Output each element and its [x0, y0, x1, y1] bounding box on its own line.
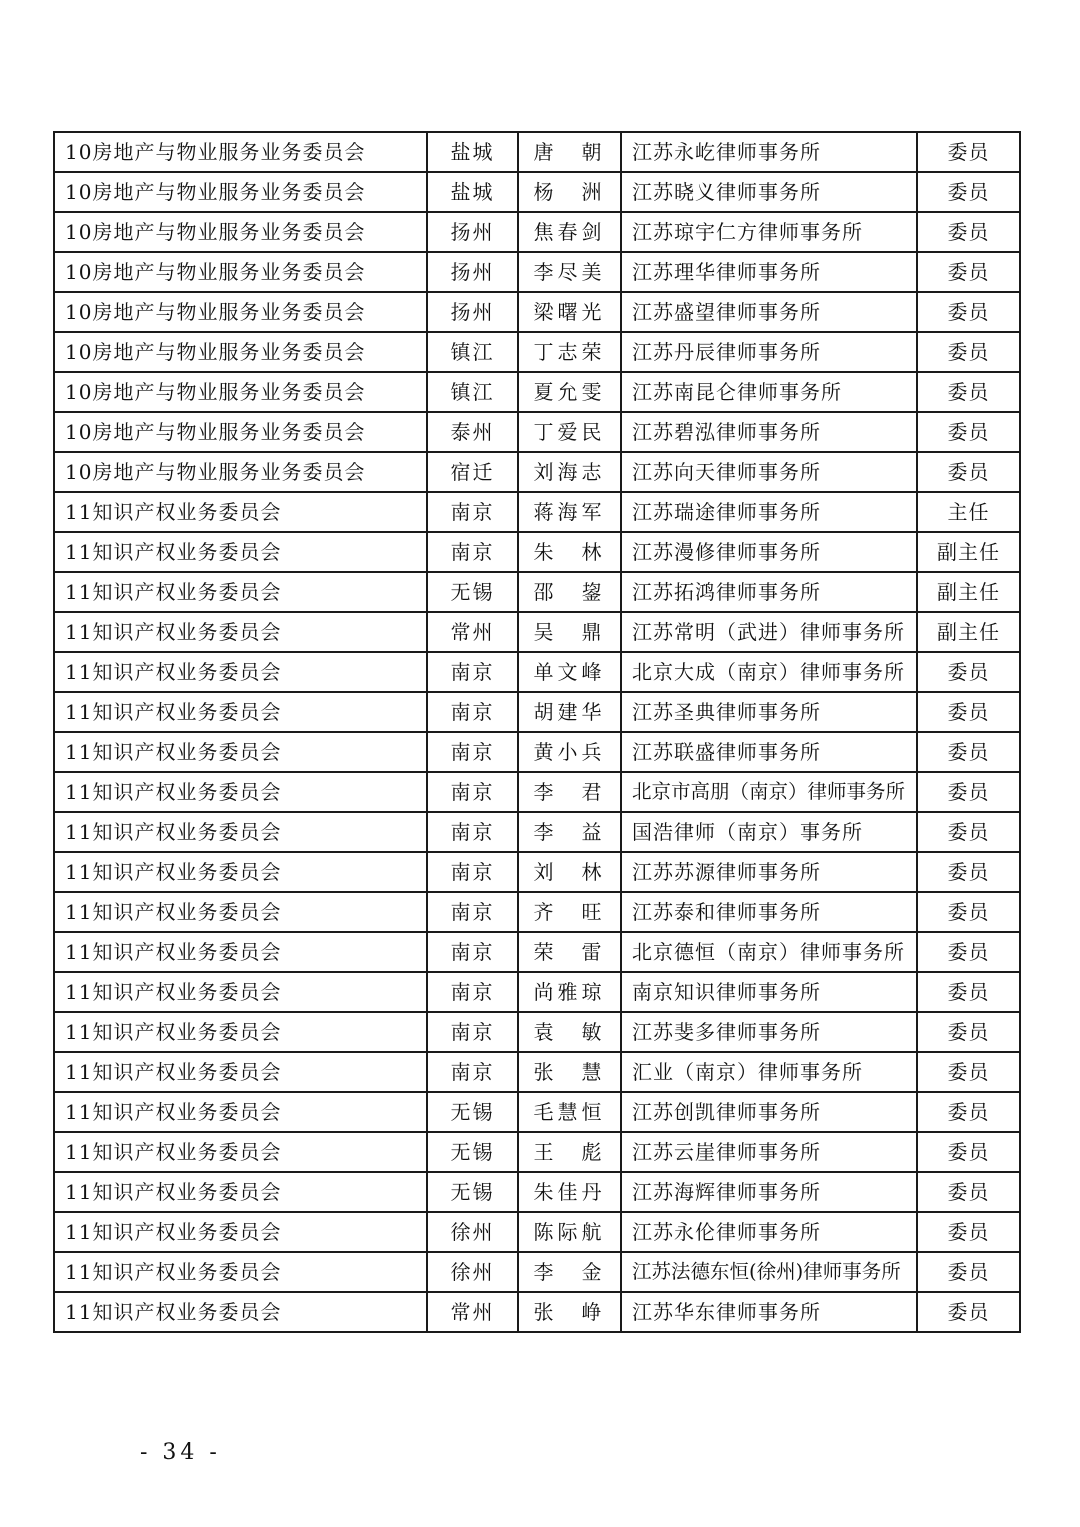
- city-cell: 盐城: [427, 132, 518, 172]
- city-cell: 徐州: [427, 1212, 518, 1252]
- committee-cell: 11知识产权业务委员会: [54, 572, 427, 612]
- committee-cell: 11知识产权业务委员会: [54, 532, 427, 572]
- city-cell: 扬州: [427, 292, 518, 332]
- role-cell: 委员: [917, 1292, 1020, 1332]
- firm-cell: 江苏瑞途律师事务所: [621, 492, 917, 532]
- name-cell: 蒋海军: [518, 492, 621, 532]
- name-cell: 朱 林: [518, 532, 621, 572]
- firm-cell: 江苏碧泓律师事务所: [621, 412, 917, 452]
- page-number: - 34 -: [140, 1440, 221, 1465]
- committee-cell: 11知识产权业务委员会: [54, 1092, 427, 1132]
- committee-cell: 11知识产权业务委员会: [54, 772, 427, 812]
- firm-cell: 江苏拓鸿律师事务所: [621, 572, 917, 612]
- committee-cell: 10房地产与物业服务业务委员会: [54, 452, 427, 492]
- city-cell: 扬州: [427, 212, 518, 252]
- name-cell: 丁志荣: [518, 332, 621, 372]
- role-cell: 委员: [917, 812, 1020, 852]
- table-row: [54, 1092, 1020, 1132]
- city-cell: 南京: [427, 932, 518, 972]
- table-row: [54, 692, 1020, 732]
- role-cell: 委员: [917, 852, 1020, 892]
- table-row: [54, 1292, 1020, 1332]
- table-row: [54, 1212, 1020, 1252]
- table-row: [54, 1012, 1020, 1052]
- role-cell: 委员: [917, 892, 1020, 932]
- name-cell: 李 益: [518, 812, 621, 852]
- committee-cell: 11知识产权业务委员会: [54, 1052, 427, 1092]
- firm-cell: 江苏永屹律师事务所: [621, 132, 917, 172]
- member-roster-table: [53, 131, 1021, 1333]
- city-cell: 南京: [427, 652, 518, 692]
- city-cell: 扬州: [427, 252, 518, 292]
- firm-cell: 江苏联盛律师事务所: [621, 732, 917, 772]
- firm-cell: 江苏法德东恒(徐州)律师事务所: [621, 1252, 917, 1292]
- firm-cell: 江苏华东律师事务所: [621, 1292, 917, 1332]
- city-cell: 无锡: [427, 572, 518, 612]
- committee-cell: 11知识产权业务委员会: [54, 1252, 427, 1292]
- committee-cell: 10房地产与物业服务业务委员会: [54, 172, 427, 212]
- firm-cell: 江苏琼宇仁方律师事务所: [621, 212, 917, 252]
- committee-cell: 11知识产权业务委员会: [54, 1172, 427, 1212]
- firm-cell: 江苏理华律师事务所: [621, 252, 917, 292]
- firm-cell: 江苏晓义律师事务所: [621, 172, 917, 212]
- committee-cell: 11知识产权业务委员会: [54, 972, 427, 1012]
- firm-cell: 北京大成（南京）律师事务所: [621, 652, 917, 692]
- name-cell: 张 峥: [518, 1292, 621, 1332]
- name-cell: 张 慧: [518, 1052, 621, 1092]
- city-cell: 无锡: [427, 1092, 518, 1132]
- name-cell: 梁曙光: [518, 292, 621, 332]
- name-cell: 吴 鼎: [518, 612, 621, 652]
- firm-cell: 江苏云崖律师事务所: [621, 1132, 917, 1172]
- firm-cell: 江苏漫修律师事务所: [621, 532, 917, 572]
- firm-cell: 北京德恒（南京）律师事务所: [621, 932, 917, 972]
- name-cell: 唐 朝: [518, 132, 621, 172]
- table-row: [54, 492, 1020, 532]
- role-cell: 委员: [917, 732, 1020, 772]
- city-cell: 南京: [427, 972, 518, 1012]
- city-cell: 南京: [427, 852, 518, 892]
- name-cell: 王 彪: [518, 1132, 621, 1172]
- name-cell: 刘 林: [518, 852, 621, 892]
- name-cell: 胡建华: [518, 692, 621, 732]
- role-cell: 委员: [917, 1252, 1020, 1292]
- table-row: [54, 612, 1020, 652]
- committee-cell: 11知识产权业务委员会: [54, 932, 427, 972]
- table-row: [54, 1132, 1020, 1172]
- table-row: [54, 532, 1020, 572]
- city-cell: 徐州: [427, 1252, 518, 1292]
- table-row: [54, 812, 1020, 852]
- table-row: [54, 892, 1020, 932]
- name-cell: 杨 洲: [518, 172, 621, 212]
- city-cell: 镇江: [427, 372, 518, 412]
- role-cell: 主任: [917, 492, 1020, 532]
- firm-cell: 汇业（南京）律师事务所: [621, 1052, 917, 1092]
- name-cell: 邵 鋆: [518, 572, 621, 612]
- role-cell: 委员: [917, 1052, 1020, 1092]
- committee-cell: 10房地产与物业服务业务委员会: [54, 252, 427, 292]
- firm-cell: 江苏丹辰律师事务所: [621, 332, 917, 372]
- role-cell: 委员: [917, 332, 1020, 372]
- firm-cell: 江苏圣典律师事务所: [621, 692, 917, 732]
- role-cell: 委员: [917, 132, 1020, 172]
- firm-cell: 江苏常明（武进）律师事务所: [621, 612, 917, 652]
- name-cell: 朱佳丹: [518, 1172, 621, 1212]
- committee-cell: 11知识产权业务委员会: [54, 692, 427, 732]
- firm-cell: 江苏永伦律师事务所: [621, 1212, 917, 1252]
- role-cell: 委员: [917, 652, 1020, 692]
- role-cell: 委员: [917, 1012, 1020, 1052]
- firm-cell: 江苏海辉律师事务所: [621, 1172, 917, 1212]
- committee-cell: 10房地产与物业服务业务委员会: [54, 412, 427, 452]
- name-cell: 刘海志: [518, 452, 621, 492]
- name-cell: 焦春剑: [518, 212, 621, 252]
- role-cell: 委员: [917, 292, 1020, 332]
- firm-cell: 国浩律师（南京）事务所: [621, 812, 917, 852]
- name-cell: 尚雅琼: [518, 972, 621, 1012]
- name-cell: 毛慧恒: [518, 1092, 621, 1132]
- role-cell: 委员: [917, 692, 1020, 732]
- firm-cell: 江苏泰和律师事务所: [621, 892, 917, 932]
- committee-cell: 10房地产与物业服务业务委员会: [54, 372, 427, 412]
- city-cell: 南京: [427, 772, 518, 812]
- role-cell: 委员: [917, 452, 1020, 492]
- city-cell: 南京: [427, 1052, 518, 1092]
- firm-cell: 江苏盛望律师事务所: [621, 292, 917, 332]
- table-row: [54, 132, 1020, 172]
- name-cell: 李尽美: [518, 252, 621, 292]
- name-cell: 荣 雷: [518, 932, 621, 972]
- city-cell: 宿迁: [427, 452, 518, 492]
- name-cell: 李 君: [518, 772, 621, 812]
- table-row: [54, 852, 1020, 892]
- role-cell: 副主任: [917, 612, 1020, 652]
- roster-body: [54, 132, 1020, 1332]
- table-row: [54, 372, 1020, 412]
- role-cell: 委员: [917, 932, 1020, 972]
- table-row: [54, 932, 1020, 972]
- name-cell: 陈际航: [518, 1212, 621, 1252]
- committee-cell: 11知识产权业务委员会: [54, 612, 427, 652]
- committee-cell: 11知识产权业务委员会: [54, 1292, 427, 1332]
- city-cell: 镇江: [427, 332, 518, 372]
- name-cell: 丁爱民: [518, 412, 621, 452]
- city-cell: 无锡: [427, 1132, 518, 1172]
- role-cell: 委员: [917, 212, 1020, 252]
- table-row: [54, 572, 1020, 612]
- table-row: [54, 452, 1020, 492]
- city-cell: 南京: [427, 892, 518, 932]
- table-row: [54, 772, 1020, 812]
- firm-cell: 北京市高朋（南京）律师事务所: [621, 772, 917, 812]
- role-cell: 委员: [917, 1092, 1020, 1132]
- committee-cell: 11知识产权业务委员会: [54, 1012, 427, 1052]
- table-row: [54, 652, 1020, 692]
- role-cell: 委员: [917, 1172, 1020, 1212]
- table-row: [54, 252, 1020, 292]
- city-cell: 盐城: [427, 172, 518, 212]
- table-row: [54, 1252, 1020, 1292]
- firm-cell: 江苏苏源律师事务所: [621, 852, 917, 892]
- city-cell: 常州: [427, 1292, 518, 1332]
- committee-cell: 11知识产权业务委员会: [54, 492, 427, 532]
- table-row: [54, 1172, 1020, 1212]
- committee-cell: 10房地产与物业服务业务委员会: [54, 132, 427, 172]
- role-cell: 委员: [917, 1132, 1020, 1172]
- role-cell: 委员: [917, 412, 1020, 452]
- name-cell: 黄小兵: [518, 732, 621, 772]
- role-cell: 委员: [917, 172, 1020, 212]
- role-cell: 委员: [917, 772, 1020, 812]
- table-row: [54, 732, 1020, 772]
- table-row: [54, 292, 1020, 332]
- firm-cell: 江苏向天律师事务所: [621, 452, 917, 492]
- firm-cell: 江苏创凯律师事务所: [621, 1092, 917, 1132]
- name-cell: 李 金: [518, 1252, 621, 1292]
- committee-cell: 11知识产权业务委员会: [54, 852, 427, 892]
- city-cell: 南京: [427, 532, 518, 572]
- role-cell: 委员: [917, 372, 1020, 412]
- role-cell: 副主任: [917, 532, 1020, 572]
- name-cell: 齐 旺: [518, 892, 621, 932]
- table-row: [54, 212, 1020, 252]
- city-cell: 南京: [427, 492, 518, 532]
- name-cell: 夏允雯: [518, 372, 621, 412]
- committee-cell: 10房地产与物业服务业务委员会: [54, 212, 427, 252]
- table-row: [54, 1052, 1020, 1092]
- committee-cell: 11知识产权业务委员会: [54, 1132, 427, 1172]
- role-cell: 副主任: [917, 572, 1020, 612]
- committee-cell: 10房地产与物业服务业务委员会: [54, 332, 427, 372]
- committee-cell: 11知识产权业务委员会: [54, 732, 427, 772]
- city-cell: 无锡: [427, 1172, 518, 1212]
- committee-cell: 11知识产权业务委员会: [54, 652, 427, 692]
- table-row: [54, 332, 1020, 372]
- city-cell: 南京: [427, 732, 518, 772]
- city-cell: 南京: [427, 812, 518, 852]
- table-row: [54, 172, 1020, 212]
- name-cell: 单文峰: [518, 652, 621, 692]
- firm-cell: 南京知识律师事务所: [621, 972, 917, 1012]
- city-cell: 南京: [427, 1012, 518, 1052]
- city-cell: 南京: [427, 692, 518, 732]
- city-cell: 泰州: [427, 412, 518, 452]
- committee-cell: 11知识产权业务委员会: [54, 892, 427, 932]
- table-row: [54, 972, 1020, 1012]
- role-cell: 委员: [917, 972, 1020, 1012]
- role-cell: 委员: [917, 1212, 1020, 1252]
- role-cell: 委员: [917, 252, 1020, 292]
- committee-cell: 11知识产权业务委员会: [54, 812, 427, 852]
- city-cell: 常州: [427, 612, 518, 652]
- firm-cell: 江苏南昆仑律师事务所: [621, 372, 917, 412]
- committee-cell: 11知识产权业务委员会: [54, 1212, 427, 1252]
- name-cell: 袁 敏: [518, 1012, 621, 1052]
- committee-cell: 10房地产与物业服务业务委员会: [54, 292, 427, 332]
- firm-cell: 江苏斐多律师事务所: [621, 1012, 917, 1052]
- table-row: [54, 412, 1020, 452]
